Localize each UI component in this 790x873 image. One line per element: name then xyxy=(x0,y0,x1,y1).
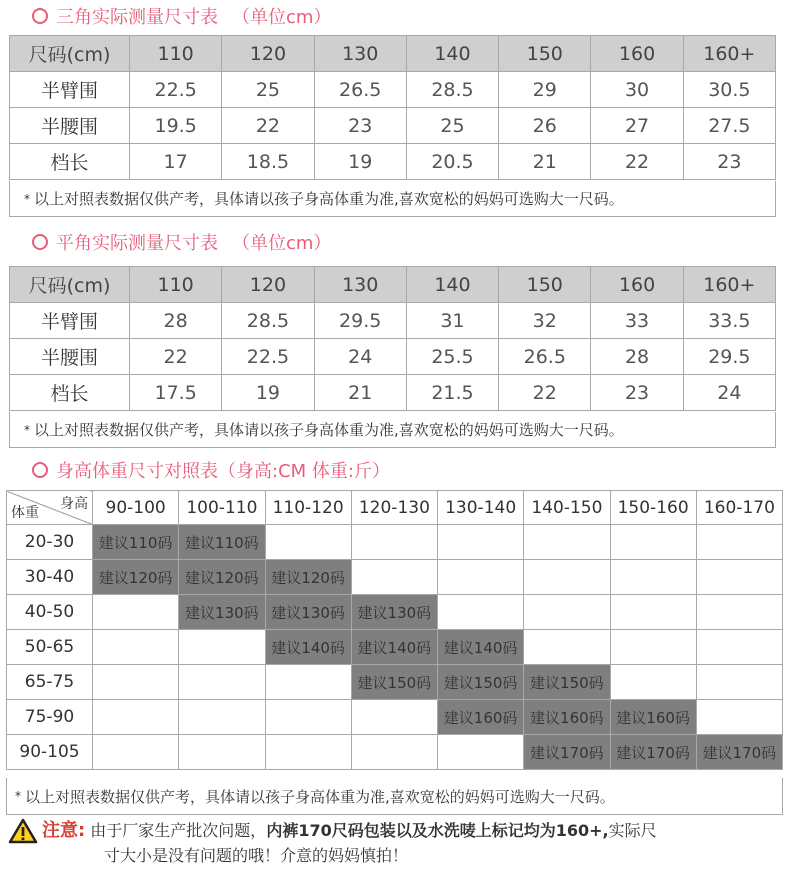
measure-value: 24 xyxy=(314,339,406,375)
recommendation-cell: 建议130码 xyxy=(265,595,351,630)
size-header-cell: 160 xyxy=(591,36,683,72)
section1-note-text: 以上对照表数据仅供产考，具体请以孩子身高体重为准,喜欢宽松的妈妈可选购大一尺码。 xyxy=(34,190,624,208)
empty-cell xyxy=(93,735,179,770)
warning-text-b: 实际尺 xyxy=(608,821,657,840)
empty-cell xyxy=(179,700,265,735)
header-row xyxy=(10,267,776,303)
empty-cell xyxy=(179,735,265,770)
table-row xyxy=(10,108,776,144)
empty-cell xyxy=(93,665,179,700)
measure-label: 档长 xyxy=(10,144,130,180)
empty-cell xyxy=(265,700,351,735)
recommendation-cell: 建议150码 xyxy=(524,665,610,700)
size-header-cell: 110 xyxy=(130,267,222,303)
empty-cell xyxy=(610,630,696,665)
empty-cell xyxy=(524,525,610,560)
empty-cell xyxy=(351,700,437,735)
height-range-header: 90-100 xyxy=(93,491,179,525)
measure-value: 17.5 xyxy=(130,375,222,411)
size-header-cell: 130 xyxy=(314,267,406,303)
section3-note: * 以上对照表数据仅供产考，具体请以孩子身高体重为准,喜欢宽松的妈妈可选购大一尺码。 xyxy=(6,778,783,815)
empty-cell xyxy=(696,700,782,735)
measure-value: 22 xyxy=(499,375,591,411)
recommendation-cell: 建议150码 xyxy=(351,665,437,700)
measure-value: 26.5 xyxy=(499,339,591,375)
weight-range: 75-90 xyxy=(7,700,93,735)
measure-value: 19 xyxy=(222,375,314,411)
weight-range: 30-40 xyxy=(7,560,93,595)
recommendation-cell: 建议170码 xyxy=(610,735,696,770)
height-range-header: 110-120 xyxy=(265,491,351,525)
size-header-cell: 150 xyxy=(499,36,591,72)
empty-cell xyxy=(524,560,610,595)
section3-note-text: 以上对照表数据仅供产考，具体请以孩子身高体重为准,喜欢宽松的妈妈可选购大一尺码。 xyxy=(25,787,615,806)
measure-value: 24 xyxy=(683,375,775,411)
recommendation-cell: 建议120码 xyxy=(93,560,179,595)
empty-cell xyxy=(438,560,524,595)
recommendation-cell: 建议110码 xyxy=(93,525,179,560)
measure-value: 20.5 xyxy=(406,144,498,180)
empty-cell xyxy=(610,560,696,595)
measure-value: 25 xyxy=(222,72,314,108)
empty-cell xyxy=(179,665,265,700)
section2-note-text: 以上对照表数据仅供产考，具体请以孩子身高体重为准,喜欢宽松的妈妈可选购大一尺码。 xyxy=(34,421,624,439)
recommendation-cell: 建议160码 xyxy=(610,700,696,735)
section3-title xyxy=(10,456,390,484)
warning-label: 注意: xyxy=(42,820,86,841)
size-header-cell: 130 xyxy=(314,36,406,72)
warning-text-a: 由于厂家生产批次问题， xyxy=(90,821,267,840)
recommendation-cell: 建议120码 xyxy=(265,560,351,595)
measure-value: 28 xyxy=(130,303,222,339)
weight-range: 20-30 xyxy=(7,525,93,560)
measure-value: 33.5 xyxy=(683,303,775,339)
height-weight-table xyxy=(6,490,783,770)
empty-cell xyxy=(438,595,524,630)
measure-value: 30 xyxy=(591,72,683,108)
measure-value: 23 xyxy=(591,375,683,411)
warning-text-bold: 内裤170尺码包装以及水洗唛上标记均为160+, xyxy=(266,821,609,840)
measure-value: 22 xyxy=(130,339,222,375)
measure-value: 28 xyxy=(591,339,683,375)
circle-icon xyxy=(32,234,48,250)
measure-value: 18.5 xyxy=(222,144,314,180)
size-header-label: 尺码(cm) xyxy=(10,36,130,72)
recommendation-cell: 建议150码 xyxy=(438,665,524,700)
empty-cell xyxy=(696,595,782,630)
warning-line1 xyxy=(42,818,657,843)
recommendation-cell: 建议140码 xyxy=(265,630,351,665)
table-row xyxy=(10,303,776,339)
table-row xyxy=(7,525,783,560)
measure-value: 33 xyxy=(591,303,683,339)
boxer-size-table xyxy=(9,266,776,411)
height-axis-label: 身高 xyxy=(60,496,88,512)
size-header-cell: 140 xyxy=(406,267,498,303)
empty-cell xyxy=(524,595,610,630)
height-range-header: 140-150 xyxy=(524,491,610,525)
height-range-header: 130-140 xyxy=(438,491,524,525)
size-header-cell: 150 xyxy=(499,267,591,303)
table-row xyxy=(7,630,783,665)
section2-title xyxy=(10,228,331,256)
recommendation-cell: 建议160码 xyxy=(438,700,524,735)
table-row xyxy=(7,700,783,735)
height-range-header: 100-110 xyxy=(179,491,265,525)
measure-value: 23 xyxy=(314,108,406,144)
header-row xyxy=(10,36,776,72)
recommendation-cell: 建议170码 xyxy=(524,735,610,770)
header-row xyxy=(7,491,783,525)
section1-title-text: 三角实际测量尺寸表 xyxy=(56,7,218,28)
measure-value: 21.5 xyxy=(406,375,498,411)
size-header-cell: 160 xyxy=(591,267,683,303)
measure-value: 22.5 xyxy=(222,339,314,375)
size-header-cell: 160+ xyxy=(683,267,775,303)
section2-title-text: 平角实际测量尺寸表 xyxy=(56,233,218,254)
size-header-label: 尺码(cm) xyxy=(10,267,130,303)
recommendation-cell: 建议130码 xyxy=(179,595,265,630)
recommendation-cell: 建议140码 xyxy=(351,630,437,665)
weight-range: 50-65 xyxy=(7,630,93,665)
height-range-header: 120-130 xyxy=(351,491,437,525)
warning-line2: 寸大小是没有问题的哦！介意的妈妈慎拍！ xyxy=(104,846,409,865)
measure-label: 半臂围 xyxy=(10,72,130,108)
empty-cell xyxy=(265,735,351,770)
empty-cell xyxy=(265,525,351,560)
section1-note: * 以上对照表数据仅供产考，具体请以孩子身高体重为准,喜欢宽松的妈妈可选购大一尺码。 xyxy=(9,181,776,217)
table-row xyxy=(10,72,776,108)
empty-cell xyxy=(351,560,437,595)
measure-value: 28.5 xyxy=(406,72,498,108)
measure-value: 23 xyxy=(683,144,775,180)
measure-value: 22 xyxy=(591,144,683,180)
measure-value: 32 xyxy=(499,303,591,339)
table-row xyxy=(10,339,776,375)
height-range-header: 160-170 xyxy=(696,491,782,525)
measure-value: 29.5 xyxy=(314,303,406,339)
briefs-size-table xyxy=(9,35,776,180)
corner-header xyxy=(7,491,93,525)
empty-cell xyxy=(351,735,437,770)
height-range-header: 150-160 xyxy=(610,491,696,525)
measure-value: 19.5 xyxy=(130,108,222,144)
size-header-cell: 160+ xyxy=(683,36,775,72)
section2-note: * 以上对照表数据仅供产考，具体请以孩子身高体重为准,喜欢宽松的妈妈可选购大一尺码。 xyxy=(9,412,776,448)
measure-value: 27.5 xyxy=(683,108,775,144)
measure-value: 26.5 xyxy=(314,72,406,108)
warning-triangle-icon xyxy=(8,818,38,844)
measure-value: 27 xyxy=(591,108,683,144)
empty-cell xyxy=(696,630,782,665)
recommendation-cell: 建议110码 xyxy=(179,525,265,560)
measure-value: 21 xyxy=(499,144,591,180)
measure-value: 29 xyxy=(499,72,591,108)
empty-cell xyxy=(179,630,265,665)
empty-cell xyxy=(610,595,696,630)
empty-cell xyxy=(351,525,437,560)
empty-cell xyxy=(696,665,782,700)
measure-value: 31 xyxy=(406,303,498,339)
table-row xyxy=(7,560,783,595)
empty-cell xyxy=(265,665,351,700)
measure-value: 17 xyxy=(130,144,222,180)
table-row xyxy=(10,375,776,411)
circle-icon xyxy=(32,462,48,478)
size-header-cell: 110 xyxy=(130,36,222,72)
measure-value: 25.5 xyxy=(406,339,498,375)
empty-cell xyxy=(610,525,696,560)
measure-label: 半臂围 xyxy=(10,303,130,339)
measure-value: 19 xyxy=(314,144,406,180)
measure-value: 22 xyxy=(222,108,314,144)
measure-value: 28.5 xyxy=(222,303,314,339)
empty-cell xyxy=(93,630,179,665)
empty-cell xyxy=(696,560,782,595)
measure-value: 29.5 xyxy=(683,339,775,375)
weight-range: 40-50 xyxy=(7,595,93,630)
measure-label: 半腰围 xyxy=(10,108,130,144)
weight-range: 90-105 xyxy=(7,735,93,770)
empty-cell xyxy=(696,525,782,560)
measure-value: 22.5 xyxy=(130,72,222,108)
section1-unit: （单位cm） xyxy=(232,7,332,28)
recommendation-cell: 建议160码 xyxy=(524,700,610,735)
table-row xyxy=(7,595,783,630)
measure-label: 档长 xyxy=(10,375,130,411)
table-row xyxy=(7,665,783,700)
measure-value: 21 xyxy=(314,375,406,411)
weight-axis-label: 体重 xyxy=(11,505,39,521)
recommendation-cell: 建议170码 xyxy=(696,735,782,770)
section1-title xyxy=(10,2,331,30)
recommendation-cell: 建议130码 xyxy=(351,595,437,630)
recommendation-cell: 建议140码 xyxy=(438,630,524,665)
measure-value: 30.5 xyxy=(683,72,775,108)
recommendation-cell: 建议120码 xyxy=(179,560,265,595)
circle-icon xyxy=(32,8,48,24)
measure-value: 26 xyxy=(499,108,591,144)
empty-cell xyxy=(438,525,524,560)
empty-cell xyxy=(524,630,610,665)
measure-value: 25 xyxy=(406,108,498,144)
section2-unit: （单位cm） xyxy=(232,233,332,254)
size-header-cell: 120 xyxy=(222,267,314,303)
measure-label: 半腰围 xyxy=(10,339,130,375)
empty-cell xyxy=(438,735,524,770)
table-row xyxy=(7,735,783,770)
empty-cell xyxy=(93,700,179,735)
empty-cell xyxy=(610,665,696,700)
size-header-cell: 120 xyxy=(222,36,314,72)
weight-range: 65-75 xyxy=(7,665,93,700)
size-header-cell: 140 xyxy=(406,36,498,72)
empty-cell xyxy=(93,595,179,630)
section3-title-text: 身高体重尺寸对照表（身高:CM 体重:斤） xyxy=(56,461,390,482)
table-row xyxy=(10,144,776,180)
